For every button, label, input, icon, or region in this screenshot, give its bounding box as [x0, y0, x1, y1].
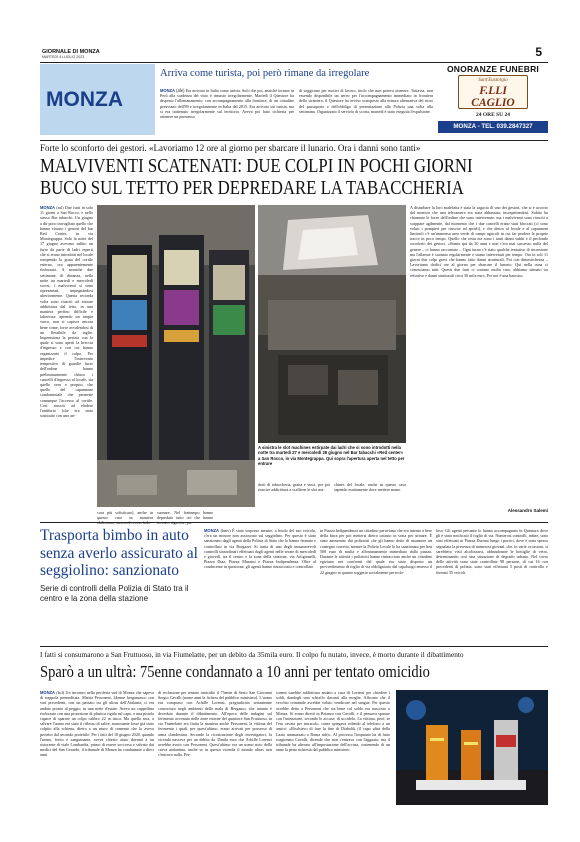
main-headline-2: BUCO SUL TETTO PER DEPREDARE LA TABACCHERIA [40, 178, 464, 199]
main-block-rule [40, 522, 548, 523]
section-label-text: MONZA [46, 88, 123, 111]
main-col-2: cora più sofisticato), anche in questo caso in maniera abilissima, riuscendo a non farlo [97, 510, 153, 526]
funeral-ad [438, 64, 548, 138]
top-story-dateline: MONZA [160, 88, 176, 93]
rescue-scene-photo [396, 690, 548, 805]
slot-machines-photo [97, 205, 255, 507]
main-dateline-suffix: (asl) [56, 205, 64, 210]
top-story-body-1: Era arrivato in Italia come turista. Solo che poi, anziché tornare in Perù alla scadenza del visto è rimasto irregolarmente. Martedì il Questore ha disposto l'allontanamento, con accompagnamento alla frontiera, di un cittadino peruviano dell'89 e irregolarmente in Italia dal 2015. Era arrivato sui turista, ma si era trattenuto irregolarmente sul territorio. Aveva poi fatto richiesta per ottenere un permesso [160, 88, 294, 120]
main-headline-1: MALVIVENTI SCATENATI: DUE COLPI IN POCHI GIORNI [40, 156, 473, 177]
roof-hole-illustration [258, 205, 406, 443]
third-col-3: soneni sarebbe addirittura andato a casa di Lorenzi per chiedere i soldi, dandogli uno schiaffo davanti alla moglie. Affronto che il vecchio criminale avrebbe voluto vendicare nel sangue. Per questo avrebbe detto a Personeni che sta bene col soldo era nascosto a Monza. Si erano diretti in Brianza con Cavalli, e il pensava sparare con l'intenzione, secondo le accuse, di uccidelo. La vittima, però, se l'era cavata per miracolo, come spiegava ridendo al telefono a un amico: «Rischiavo di fare la fine di Diabolik (il capo ultrà della Lazio ammazzato a Roma ndr)». Al processo l'imputato ha di fatto scagionato Cavalli, dicendo che non c'entrava con l'agguato, ma il tribunale ha alterato all'impostazione dell'accusa, sostenendo di un anno la pena richiesta dal pubblico ministero. [276, 690, 390, 753]
second-summary: Serie di controlli della Polizia di Stato tra il centro e la zona della stazione [40, 584, 189, 603]
masthead [42, 45, 542, 61]
top-story-col-1 [160, 88, 294, 134]
second-dateline: MONZA [204, 528, 220, 533]
second-dateline-suffix: (bmv) [220, 528, 231, 533]
top-story-dateline-suffix: (afe) [176, 88, 185, 93]
paper-name: GIORNALE DI MONZA [42, 49, 100, 55]
second-block-rule [40, 646, 548, 647]
slot-machines-illustration [97, 205, 255, 507]
top-story-col-2: di soggiorno per motivi di lavoro, titolo che non poteva ottenere. Tuttavia, non essendo disponibile un aereo per l'accompagnamento immediato in frontiera dello straniero, il Questore ha avviso sottoposto alla misura alternativa del ritiro del passaporto e dell'obbligo di presentazione alla Polizia una volta alla settimana. Organizzato il servizio di scorta, martedì è stato eseguita l'espulsione. [299, 88, 433, 114]
date-line: MARTEDÌ 4 LUGLIO 2023 [42, 55, 85, 59]
main-col-right: A disturbare la loro malefatta è stata la sagacia di uno dei gestori, che si è accorto dal monitor che una telecamera era stata abbassata, insospettendosi. Subito ha chiamato le forze dell'ordine che sono intervenute, ma i malviventi sono riusciti a scappare agilmente, dal momento che i due cancelli erano stati bloccati (ci sono voluti i pompieri per riuscire ad aprirli), e che dietro al locale e al capannoni limitrofi c'è un'immensa area verde di campi agricoli in cui far perdere le proprie tracce in poco tempo. Quello che resta era sono i tanti danni subìti e il profondo sconforto dei gestori. «Siamo qui da 20 anni e non c'era mai successo nulla del genere – ci hanno raccontato – Ogni turno c'è stato qualche tentativo di incursione ma l'allarme è suonato regolarmente e siamo intervenuti per tempo. Ora in soli 11 giorni due colpi gravi che hanno fatto danni strutturali. Poi con dimestichezza – Lavoriamo dodici ore al giorno per sbarcare il lunario. Qui nella cuna ci conosciamo tutti. Questi due furti ci costano molto caro, abbiamo stimato tra refurtive e danni strutturali circa 30 mila euro. Per noi è una batosta» [410, 205, 548, 278]
main-col-1-text: Due furti in solo 11 giorni a San Rocco, e nello stesso Bar tabacchi. Un giugno a dir poco travagliato quello che hanno vissuto i gestori del bar Red Center, in via Montegrappa. Solo la notte del 17 giugno avevano subìto un furto da parte di ladri esperti che si erano introdotti nel locale rompendo la grata del cortile esterno, ora apparentemente rinforzata. A neanche due settimane di distanza, nella notte tra martedì e mercoledì scorsi, i malviventi si sono ripresentati, impegnandosi ulteriormente. Questa seconda volta sono riusciti ad entrare addirittura dal tetto, in una maniera perfino difficile e laboriosa: aprendo un ampio varco, non si capisce ancora bene come, forse avvalendosi di un flessibile da taglio. Impressiona la perizia con la quale si sono aperti la breccia d'ingresso e con cui hanno organizzato il colpo. Per impedire l'intervento tempestivo di guardie furse dell'ordine hanno preliminarmente chiuso i cancelli d'ingresso al locale, sia quello vero e proprio, che quello del capannone condominiale che permette comunque l'accesso al cortile. Così riusciti ad eludere l'antifurto (che era stato sostituito con uno an- [40, 205, 93, 419]
main-dateline: MONZA [40, 205, 56, 210]
second-col-3: loso. Gli agenti pertanto lo hanno accompagnato in Questura dove gli è stato notificato il foglio di via. Numerosi controlli, infine, sono stati effettuati in Piazza Duomo lungo i portici, dove è stata spesso segnalata la presenza di numerosi giovani, che, in varie occasioni, si sarebbero visti alcolizzarsi, abbandonare le bottiglie di vetro, determinando così una situazione di degrado urbano. Nel corso delle attività sono state controllate 98 persone, di cui 16 con precedenti di polizia, sono stati effettuati 5 posti di controllo e fermati 35 veicoli. [436, 528, 548, 575]
section-label [40, 64, 155, 135]
second-headline: Trasporta bimbo in auto senza averlo assicurato al seggiolino: sanzionato [40, 527, 198, 579]
ad-brand: F.LLI CAGLIO [471, 85, 515, 109]
third-kicker: I fatti si consumarono a San Fruttuoso, in via Fiumelatte, per un debito da 35mila euro. Il colpo fu nutato, invece, è morto durante il dibattimento [40, 650, 464, 659]
main-byline: Alessandro Salemi [507, 508, 548, 513]
second-col-2: in Piazza Indipendenza un cittadino peruviano che era intento a bere della birra per poi mettersi dietro un'auto in sosta per urinare. È stato ammonito dai poliziotti che gli hanno detto di assumere un contegno corretto, mentre la Polizia Locale lo ha sanzionato per ben 500 euro di multa e allontanamento immediato dalla piazza. Durante le attività i poliziotti hanno rintracciato anche un cittadino egiziano nei confronti del quale era stato disposto un provvedimento di foglio di via obbligatorio dal capoluogo emesso il 22 giugno in quanto soggetto socialmente pericolo- [320, 528, 432, 575]
second-col-1-text: È stato sorpreso mentre, a bordo del suo veicolo, c'era un minore non assicurato sul seggiolino. Per questo è stato sanzionato dagli agenti della Polizia di Stato che lo hanno fermato e controllato in via Borgazzi. Si tratta di uno degli innumerevoli controlli straordinari effettuati dagli agenti nelle serate di mercoledì e giovedì, tra il centro e la zona della stazione, via Artigianelli, Piazza Diaz, Piazza Mazzini e Piazza Indipendenza. Oltre al conducente in questione, gli agenti hanno rintracciato e controllato [204, 528, 316, 570]
third-col-1 [40, 690, 154, 810]
ad-contact-bar [438, 121, 548, 133]
third-dateline: MONZA [40, 690, 56, 695]
roof-hole-photo [258, 205, 406, 443]
top-story-headline: Arriva come turista, poi però rimane da irregolare [160, 68, 370, 79]
top-block-rule [40, 140, 548, 141]
main-kicker: Forte lo sconforto dei gestori. «Lavoriamo 12 ore al giorno per sbarcare il lunario. Ora i danni sono tanti» [40, 143, 421, 153]
second-col-1 [204, 528, 316, 640]
ad-logo-frame [458, 75, 528, 109]
third-headline: Sparò a un ultrà: 75enne condannato a 10 anni per tentato omicidio [40, 662, 430, 681]
rescue-scene-illustration [396, 690, 548, 805]
ad-title: ONORANZE FUNEBRI [447, 64, 539, 74]
third-col-1-text: Un incontro nella periferia sud di Monza che sapeva di trappola premeditata. Mattia Personeni, 24enne bergamasco con vari precedenti, con un passato tra gli ultras dell'Atalanta, ci era andato pronto al peggio, in una notte d'estate. Aveva un cappellino rinforzato con una protezione di plastica rigida sul capo, e una pistola capace di sparare un colpo calibro 22 in tasca. Ma quella sera, a salvare l'uomo era stato il riflesso di salire, nonostante fosse già stato colpito alla schiena, dietro a un muro di cemento che lo aveva protetto dal secondo proiettile. Per i fatti del 18 giugno 2020, quando l'uomo, ferito e sanguinante, aveva chiesto aiuto davanti a un ristorante di viale Lombardia, primo di essere soccorso e salvato dai medici del San Gerardo, il tribunale di Monza ha condannato a dieci anni [40, 690, 154, 758]
photo-caption: A sinistra le slot machines estirpate dai ladri che si sono introdotti nella notte tra martedì 27 e mercoledì 28 giugno nel Bar tabacchi «Red center» a San Rocco, in via Montegrappa. Qui sopra l'apertura aperta nel tetto per entrare [258, 445, 405, 466]
main-col-4: dotti di tabaccheria, gratta e vinci, per poi riuscire addirittura a scalfirne le slot ma- [258, 482, 330, 493]
ad-script: Sant'Eustorgio [478, 78, 508, 83]
ad-contact: MONZA - TEL. 039.2847327 [453, 123, 533, 130]
main-col-1 [40, 205, 93, 513]
main-col-5: chines del locale, anche in questo caso sapendo esattamente dove mettere mano. [334, 482, 406, 493]
third-dateline-suffix: (bcl) [56, 690, 65, 695]
main-col-3: suonare. Nel frattempo hanno depredato tutto ciò che hanno trovato: sigarette, pre- [157, 510, 213, 526]
page-number: 5 [535, 45, 542, 59]
header-rule [40, 62, 548, 63]
ad-hours: 24 ORE SU 24 [475, 112, 511, 118]
third-col-2: di reclusione per tentato omicidio il 75enne di Sesto San Giovanni Sergio Cavalli (nome anni la fichera del pubblico ministero). L'uomo era comparso con Achille Lorenzi, pregiudicato settantenne conosciuto negli ambienti della mala di Bergamo, che intanto è deceduto durante il dibattimento. All'epoca delle indagini sul ferimento avvenuto nelle zone esterne del quartiere San Fruttuoso, in via Fiumelatte era finita la maniera anche Personeni, la vittima del ferimento i quali, per quest'ultimo, erano arrivati per possesso di arma clandestina. Secondo la ricostruzione degli investigatori, la vicenda nasceva per un debito da 35mila euro che Achille Lorenzi avrebbe avuto con Personeni. Quest'ultimo era un uomo noto della curva atalantina, anche se in questa vicenda il mondo ultras non c'entrava nulla. Per- [158, 690, 272, 758]
